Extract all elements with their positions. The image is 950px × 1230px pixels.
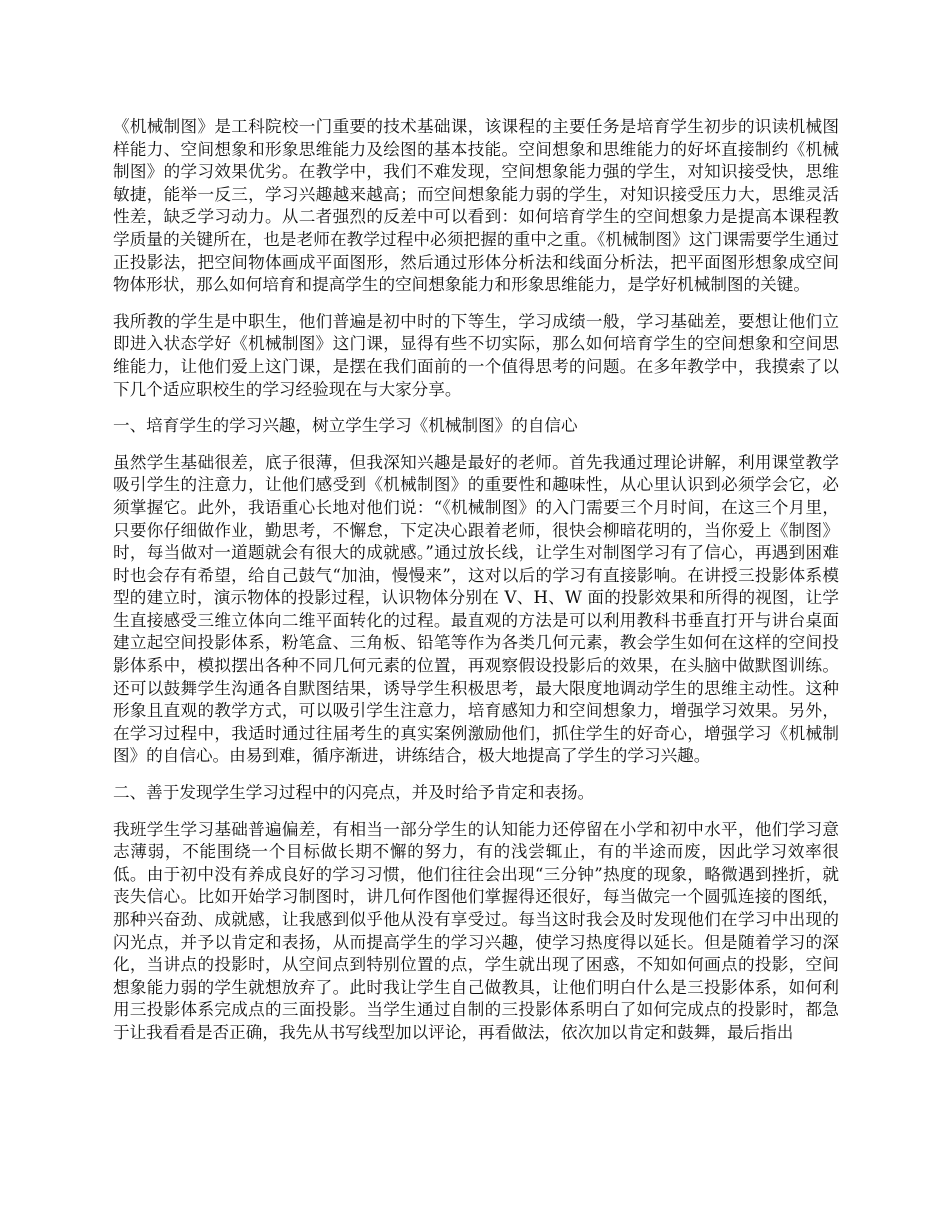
document-page: [113, 116, 839, 1059]
paragraph-students: 我所教的学生是中职生，他们普遍是初中时的下等生，学习成绩一般，学习基础差，要想让他们立即进入状态学好《机械制图》这门课，显得有些不切实际，那么如何培育学生的空间想象和空间思维能力，让他们爱上这门课，是摆在我们面前的一个值得思考的问题。在多年教学中，我摸索了以下几个适应职校生的学习经验现在与大家分享。: [113, 311, 839, 399]
paragraph-intro: 《机械制图》是工科院校一门重要的技术基础课，该课程的主要任务是培育学生初步的识读机械图样能力、空间想象和形象思维能力及绘图的基本技能。空间想象和思维能力的好坏直接制约《机械制图》的学习效果优劣。在教学中，我们不难发现，空间想象能力强的学生，对知识接受快，思维敏捷，能举一反三，学习兴趣越来越高；而空间想象能力弱的学生，对知识接受压力大，思维灵活性差，缺乏学习动力。从二者强烈的反差中可以看到：如何培育学生的空间想象力是提高本课程教学质量的关键所在，也是老师在教学过程中必须把握的重中之重。《机械制图》这门课需要学生通过正投影法，把空间物体画成平面图形，然后通过形体分析法和线面分析法，把平面图形想象成空间物体形状，那么如何培育和提高学生的空间想象能力和形象思维能力，是学好机械制图的关键。: [113, 117, 839, 295]
paragraph-section-2: 我班学生学习基础普遍偏差，有相当一部分学生的认知能力还停留在小学和初中水平，他们学习意志薄弱，不能围绕一个目标做长期不懈的努力，有的浅尝辄止，有的半途而废，因此学习效率很低。由于初中没有养成良好的学习习惯，他们往往会出现“三分钟”热度的现象，略微遇到挫折，就丧失信心。比如开始学习制图时，讲几何作图他们掌握得还很好，每当做完一个圆弧连接的图纸，那种兴奋劲、成就感，让我感到似乎他从没有享受过。每当这时我会及时发现他们在学习中出现的闪光点，并予以肯定和表扬，从而提高学生的学习兴趣，使学习热度得以延长。但是随着学习的深化，当讲点的投影时，从空间点到特别位置的点，学生就出现了困惑，不知如何画点的投影，空间想象能力弱的学生就想放弃了。此时我让学生自己做教具，让他们明白什么是三投影体系，如何利用三投影体系完成点的三面投影。当学生通过自制的三投影体系明白了如何完成点的投影时，都急于让我看看是否正确，我先从书写线型加以评论，再看做法，依次加以肯定和鼓舞，最后指出: [113, 819, 839, 1042]
section-heading-2: 二、善于发现学生学习过程中的闪亮点，并及时给予肯定和表扬。: [113, 783, 595, 803]
section-heading-1: 一、培育学生的学习兴趣，树立学生学习《机械制图》的自信心: [113, 416, 578, 436]
paragraph-section-1: 虽然学生基础很差，底子很薄，但我深知兴趣是最好的老师。首先我通过理论讲解，利用课堂教学吸引学生的注意力，让他们感受到《机械制图》的重要性和趣味性，从心里认识到必须学会它，必须掌握它。此外，我语重心长地对他们说：“《机械制图》的入门需要三个月时间，在这三个月里，只要你仔细做作业，勤思考，不懈怠，下定决心跟着老师，很快会柳暗花明的，当你爱上《制图》时，每当做对一道题就会有很大的成就感。”通过放长线，让学生对制图学习有了信心，再遇到困难时也会存有希望，给自己鼓气“加油，慢慢来”，这对以后的学习有直接影响。在讲授三投影体系模型的建立时，演示物体的投影过程，认识物体分别在 V、H、W 面的投影效果和所得的视图，让学生直接感受三维立体向二维平面转化的过程。最直观的方法是可以利用教科书垂直打开与讲台桌面建立起空间投影体系，粉笔盒、三角板、铅笔等作为各类几何元素，教会学生如何在这样的空间投影体系中，模拟摆出各种不同几何元素的位置，再观察假设投影后的效果，在头脑中做默图训练。还可以鼓舞学生沟通各自默图结果，诱导学生积极思考，最大限度地调动学生的思维主动性。这种形象且直观的教学方式，可以吸引学生注意力，培育感知力和空间想象力，增强学习效果。另外，在学习过程中，我适时通过往届考生的真实案例激励他们，抓住学生的好奇心，增强学习《机械制图》的自信心。由易到难，循序渐进，讲练结合，极大地提高了学生的学习兴趣。: [113, 452, 839, 766]
